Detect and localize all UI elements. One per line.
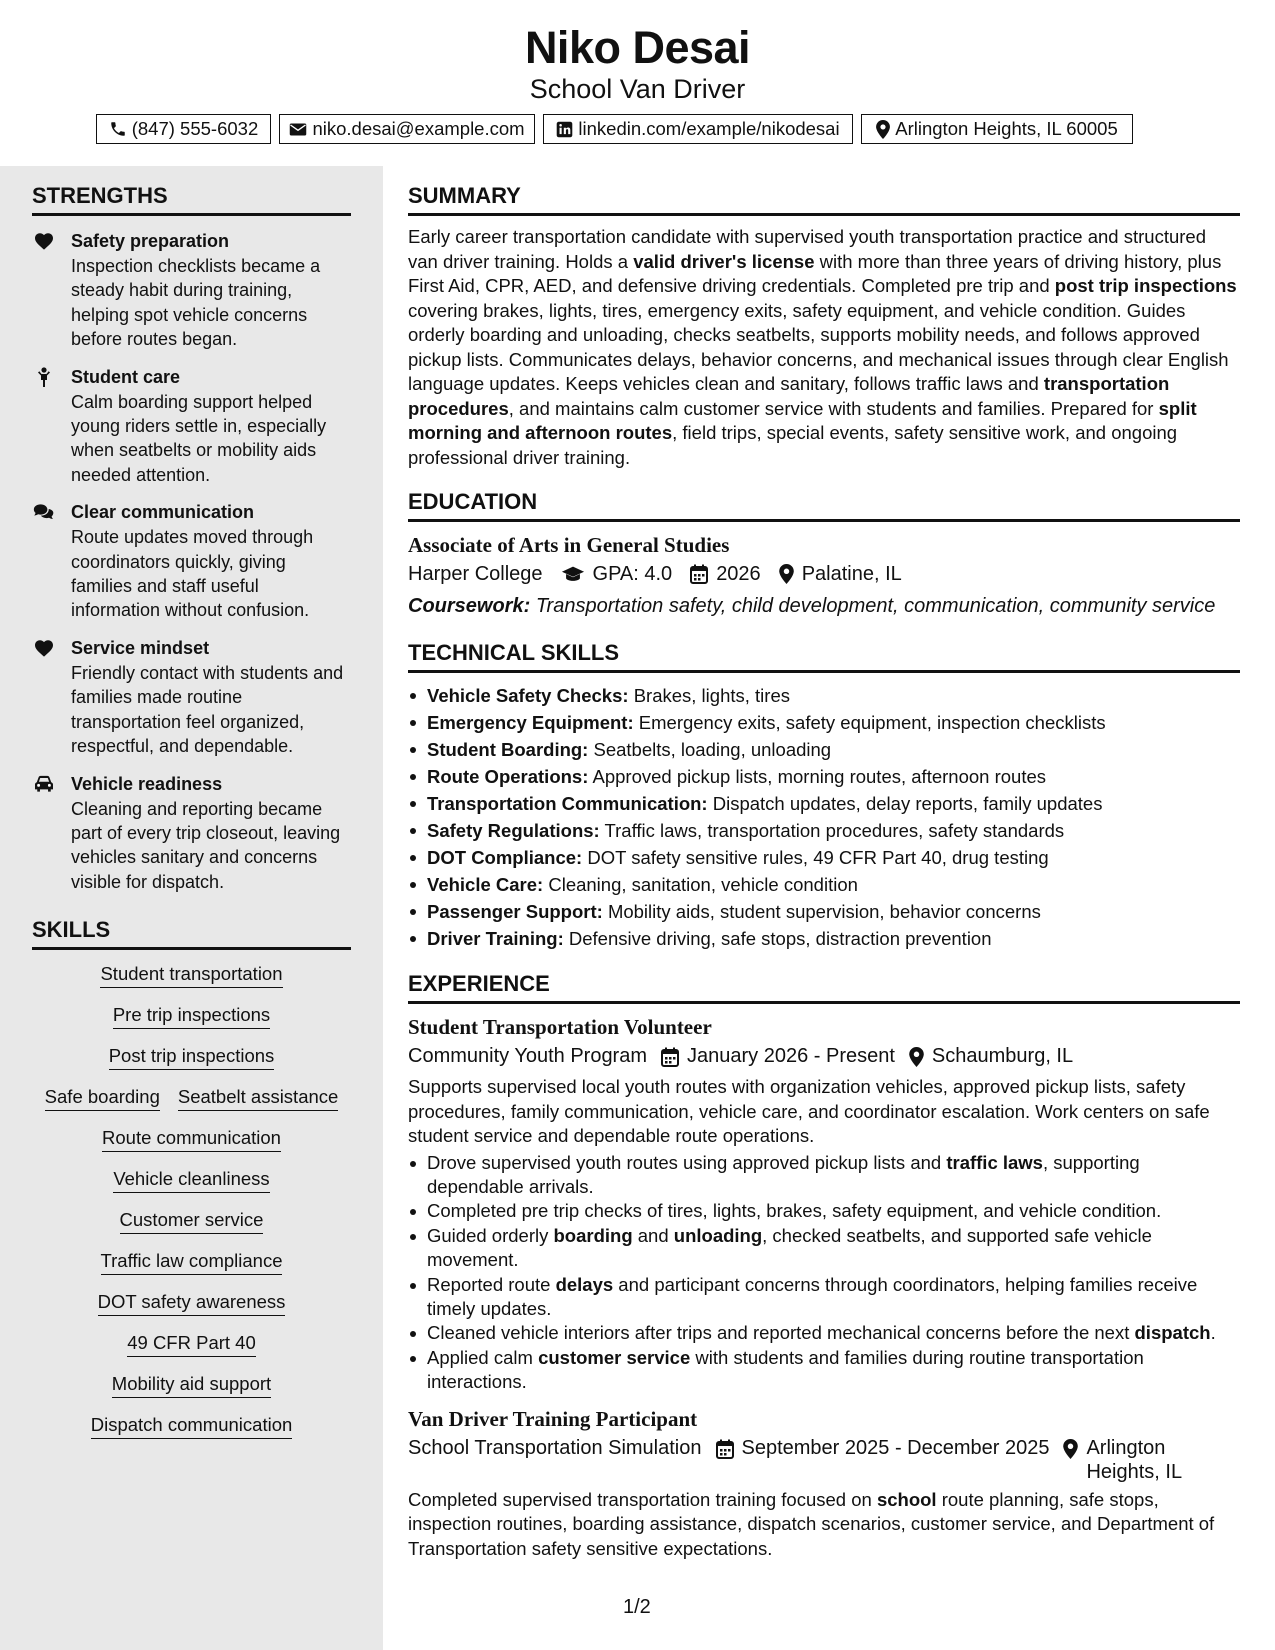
school-name: Harper College: [408, 563, 543, 585]
experience-heading: EXPERIENCE: [408, 970, 1240, 1004]
email-text: niko.desai@example.com: [312, 118, 525, 139]
graduation-cap-icon: [561, 565, 585, 583]
summary-text: Early career transportation candidate with supervised youth transportation practice and structured van driver training. Holds a valid driver's license with more than three years of driving history, plus First Aid, CPR, AED, and defensive driving credentials. Completed pre trip and post trip inspections covering brakes, lights, tires, emergency exits, safety equipment, and vehicle condition. Guides orderly boarding and unloading, checks seatbelts, supports mobility needs, and follows approved pickup lists. Communicates delays, behavior concerns, and mechanical issues through clear English language updates. Keeps vehicles clean and sanitary, follows traffic laws and transportation procedures, and maintains calm customer service with students and families. Prepared for split morning and afternoon routes, field trips, special events, safety sensitive work, and ongoing professional driver training.: [408, 226, 1237, 468]
skill-tag: Dispatch communication: [91, 1413, 293, 1439]
summary-section: [408, 182, 1240, 470]
skill-tag: Pre trip inspections: [113, 1003, 270, 1029]
list-item: Vehicle Safety Checks: Brakes, lights, tires: [408, 682, 1240, 709]
list-item: Transportation Communication: Dispatch updates, delay reports, family updates: [408, 790, 1240, 817]
skill-tag: Seatbelt assistance: [178, 1085, 338, 1111]
heart-icon: [33, 638, 55, 658]
strength-desc: Route updates moved through coordinators quickly, giving families and staff useful information without confusion.: [71, 527, 314, 621]
contact-email[interactable]: [279, 114, 535, 144]
job-description: Supports supervised local youth routes with organization vehicles, approved pickup lists, safety procedures, family communication, vehicle care, and coordinator escalation. Work centers on safe student service and dependable route operations.: [408, 1076, 1210, 1146]
linkedin-icon: [556, 121, 573, 138]
job-org: School Transportation Simulation: [408, 1436, 702, 1459]
job-dates: September 2025 - December 2025: [741, 1436, 1050, 1459]
job-location: Arlington Heights, IL: [1086, 1436, 1183, 1483]
graduation-year: 2026: [716, 563, 761, 585]
coursework: Coursework: Transportation safety, child development, communication, community service: [408, 595, 1216, 617]
skill-tag: 49 CFR Part 40: [127, 1331, 256, 1357]
skill-tag: Mobility aid support: [112, 1372, 271, 1398]
child-icon: [33, 367, 55, 387]
main-content: [408, 166, 1240, 1579]
strength-title: Clear communication: [71, 502, 255, 523]
list-item: Guided orderly boarding and unloading, checked seatbelts, and supported safe vehicle movement.: [408, 1224, 1240, 1273]
skill-tag: Vehicle cleanliness: [113, 1167, 269, 1193]
contact-bar: [96, 114, 1133, 144]
calendar-icon: [690, 564, 708, 584]
education-meta: [408, 559, 1240, 589]
contact-location: [861, 114, 1133, 144]
skill-tag: Customer service: [120, 1208, 264, 1234]
strength-desc: Inspection checklists became a steady habit during training, helping spot vehicle concerns before routes began.: [71, 256, 321, 350]
strength-title: Vehicle readiness: [71, 773, 223, 794]
skill-tag: Route communication: [102, 1126, 281, 1152]
strength-item: [32, 771, 351, 895]
list-item: Emergency Equipment: Emergency exits, safety equipment, inspection checklists: [408, 709, 1240, 736]
job-org: Community Youth Program: [408, 1045, 648, 1067]
strength-desc: Calm boarding support helped young riders settle in, especially when seatbelts or mobility aids needed attention.: [71, 391, 327, 485]
resume-header: [0, 0, 1275, 166]
map-pin-icon: [876, 120, 890, 139]
technical-skills-list: [408, 682, 1240, 952]
contact-linkedin[interactable]: [543, 114, 853, 144]
map-pin-icon: [779, 564, 794, 584]
location-text: Arlington Heights, IL 60005: [895, 118, 1118, 139]
skill-tag: Student transportation: [100, 962, 282, 988]
technical-skills-section: [408, 639, 1240, 952]
education-heading: EDUCATION: [408, 488, 1240, 522]
skill-tag: Safe boarding: [45, 1085, 160, 1111]
strength-desc: Friendly contact with students and families made routine transportation feel organized, respectful, and dependable.: [71, 662, 344, 757]
comments-icon: [33, 502, 55, 522]
job-meta: [408, 1041, 1240, 1071]
strength-item: [32, 228, 351, 352]
contact-phone[interactable]: [96, 114, 271, 144]
job-location: Schaumburg, IL: [931, 1045, 1074, 1067]
list-item: Cleaned vehicle interiors after trips and reported mechanical concerns before the next dispatch.: [408, 1321, 1240, 1345]
strength-item: [32, 499, 351, 623]
list-item: Reported route delays and participant concerns through coordinators, helping families receive timely updates.: [408, 1273, 1240, 1322]
job-dates: January 2026 - Present: [687, 1045, 895, 1067]
strength-desc: Cleaning and reporting became part of every trip closeout, leaving vehicles sanitary and concerns visible for dispatch.: [71, 798, 341, 892]
job-description: Completed supervised transportation training focused on school route planning, safe stops, inspection routines, boarding assistance, dispatch scenarios, customer service, and Department of Transportation safety sensitive expectations.: [408, 1488, 1215, 1559]
linkedin-text: linkedin.com/example/nikodesai: [578, 118, 840, 139]
sidebar: [0, 166, 383, 1650]
skills-heading: SKILLS: [32, 916, 351, 950]
list-item: Passenger Support: Mobility aids, student supervision, behavior concerns: [408, 898, 1240, 925]
car-icon: [33, 774, 55, 794]
job-meta: [408, 1433, 1240, 1484]
list-item: Driver Training: Defensive driving, safe stops, distraction prevention: [408, 925, 1240, 952]
job-bullets: [408, 1151, 1240, 1395]
technical-skills-heading: TECHNICAL SKILLS: [408, 639, 1240, 673]
strengths-heading: STRENGTHS: [32, 182, 351, 216]
job-entry: [408, 1405, 1240, 1562]
list-item: Vehicle Care: Cleaning, sanitation, vehicle condition: [408, 871, 1240, 898]
heart-icon: [33, 231, 55, 251]
skill-tag: Traffic law compliance: [101, 1249, 283, 1275]
list-item: Route Operations: Approved pickup lists, morning routes, afternoon routes: [408, 763, 1240, 790]
calendar-icon: [661, 1047, 679, 1067]
phone-text: (847) 555-6032: [131, 118, 259, 139]
degree-title: Associate of Arts in General Studies: [408, 533, 730, 557]
strength-title: Service mindset: [71, 637, 210, 658]
skill-tag: DOT safety awareness: [98, 1290, 286, 1316]
list-item: DOT Compliance: DOT safety sensitive rules, 49 CFR Part 40, drug testing: [408, 844, 1240, 871]
map-pin-icon: [1063, 1439, 1078, 1459]
candidate-name: Niko Desai: [524, 22, 751, 73]
skill-tag: Post trip inspections: [109, 1044, 275, 1070]
job-title: Van Driver Training Participant: [408, 1406, 698, 1431]
calendar-icon: [716, 1439, 734, 1459]
strength-title: Student care: [71, 366, 181, 387]
list-item: Student Boarding: Seatbelts, loading, unloading: [408, 736, 1240, 763]
candidate-role: School Van Driver: [529, 74, 746, 104]
phone-icon: [109, 120, 127, 138]
list-item: Completed pre trip checks of tires, lights, brakes, safety equipment, and vehicle condition.: [408, 1199, 1240, 1223]
strength-title: Safety preparation: [71, 231, 230, 251]
list-item: Applied calm customer service with students and families during routine transportation interactions.: [408, 1346, 1240, 1395]
page-number: 1/2: [623, 1596, 651, 1618]
envelope-icon: [289, 122, 307, 137]
school-location: Palatine, IL: [801, 563, 902, 585]
gpa-text: GPA: 4.0: [592, 563, 673, 585]
job-entry: [408, 1013, 1240, 1395]
map-pin-icon: [909, 1047, 924, 1067]
job-title: Student Transportation Volunteer: [408, 1015, 712, 1039]
experience-section: [408, 970, 1240, 1561]
education-section: [408, 488, 1240, 621]
strengths-list: [32, 228, 351, 894]
summary-heading: SUMMARY: [408, 182, 1240, 216]
list-item: Drove supervised youth routes using approved pickup lists and traffic laws, supporting dependable arrivals.: [408, 1151, 1240, 1200]
skills-list: [32, 962, 351, 1439]
strength-item: [32, 635, 351, 759]
list-item: Safety Regulations: Traffic laws, transportation procedures, safety standards: [408, 817, 1240, 844]
strength-item: [32, 364, 351, 488]
